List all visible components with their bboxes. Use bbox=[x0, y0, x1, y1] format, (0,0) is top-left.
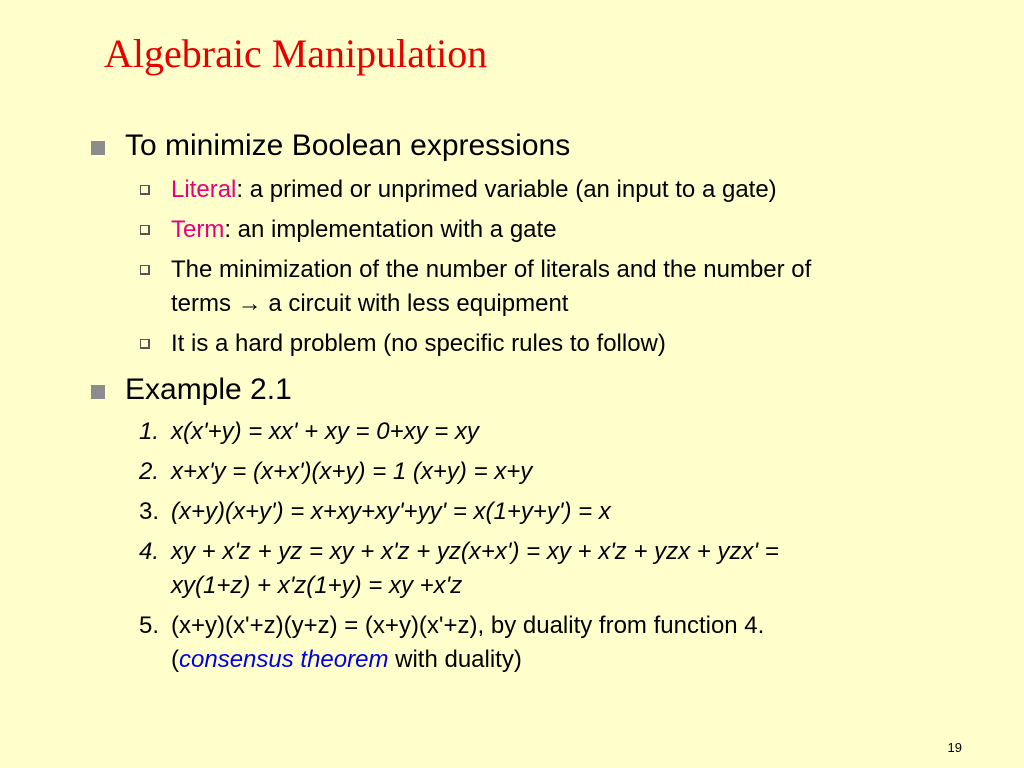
hollow-square-bullet-icon bbox=[140, 265, 150, 275]
example-number: 2. bbox=[139, 458, 160, 485]
example-list bbox=[139, 415, 948, 677]
example-equation-line-1: (x+y)(x'+z)(y+z) = (x+y)(x'+z), by duality from function 4. bbox=[171, 612, 765, 639]
term-literal: Literal bbox=[171, 176, 237, 203]
minimization-line-2: terms → a circuit with less equipment bbox=[171, 290, 569, 317]
example-number: 3. bbox=[139, 498, 160, 525]
sub-bullet-term bbox=[139, 213, 948, 247]
sub-bullet-hard-problem bbox=[139, 327, 948, 361]
example-1 bbox=[139, 415, 948, 449]
example-equation-line-1: xy + x'z + yz = xy + x'z + yz(x+x') = xy + x'z + yzx + yzx' = bbox=[171, 538, 779, 565]
example-equation: (x+y)(x+y') = x+xy+xy'+yy' = x(1+y+y') = x bbox=[171, 498, 611, 525]
example-4 bbox=[139, 535, 948, 603]
example-note-line bbox=[171, 643, 948, 677]
note-rest: with duality) bbox=[388, 646, 522, 673]
square-bullet-icon bbox=[91, 141, 105, 155]
hollow-square-bullet-icon bbox=[140, 339, 150, 349]
term-term: Term bbox=[171, 216, 225, 243]
bullet-example bbox=[88, 372, 948, 408]
example-5 bbox=[139, 609, 948, 677]
minimization-line-1: The minimization of the number of literals and the number of bbox=[171, 256, 812, 283]
bullet-text: To minimize Boolean expressions bbox=[125, 129, 571, 162]
note-open-paren: ( bbox=[171, 646, 179, 673]
main-bullet-list bbox=[88, 128, 948, 677]
hollow-square-bullet-icon bbox=[140, 185, 150, 195]
example-number: 5. bbox=[139, 612, 160, 639]
sub-bullet-minimization bbox=[139, 253, 948, 321]
bullet-text: Example 2.1 bbox=[125, 373, 292, 406]
example-equation: x(x'+y) = xx' + xy = 0+xy = xy bbox=[171, 418, 479, 445]
example-2 bbox=[139, 455, 948, 489]
square-bullet-icon bbox=[91, 385, 105, 399]
example-3 bbox=[139, 495, 948, 529]
hollow-square-bullet-icon bbox=[140, 225, 150, 235]
page-number: 19 bbox=[947, 740, 962, 755]
sub-bullet-list bbox=[139, 173, 948, 361]
example-number: 4. bbox=[139, 538, 160, 565]
term-definition: : an implementation with a gate bbox=[224, 216, 557, 243]
literal-definition: : a primed or unprimed variable (an input to a gate) bbox=[236, 176, 777, 203]
hard-problem-text: It is a hard problem (no specific rules to follow) bbox=[171, 330, 666, 357]
example-equation-line-2: xy(1+z) + x'z(1+y) = xy +x'z bbox=[171, 572, 463, 599]
example-equation: x+x'y = (x+x')(x+y) = 1 (x+y) = x+y bbox=[171, 458, 533, 485]
bullet-minimize bbox=[88, 128, 948, 164]
sub-bullet-literal bbox=[139, 173, 948, 207]
example-number: 1. bbox=[139, 418, 160, 445]
consensus-theorem-term: consensus theorem bbox=[179, 646, 389, 673]
slide-title: Algebraic Manipulation bbox=[104, 31, 488, 76]
